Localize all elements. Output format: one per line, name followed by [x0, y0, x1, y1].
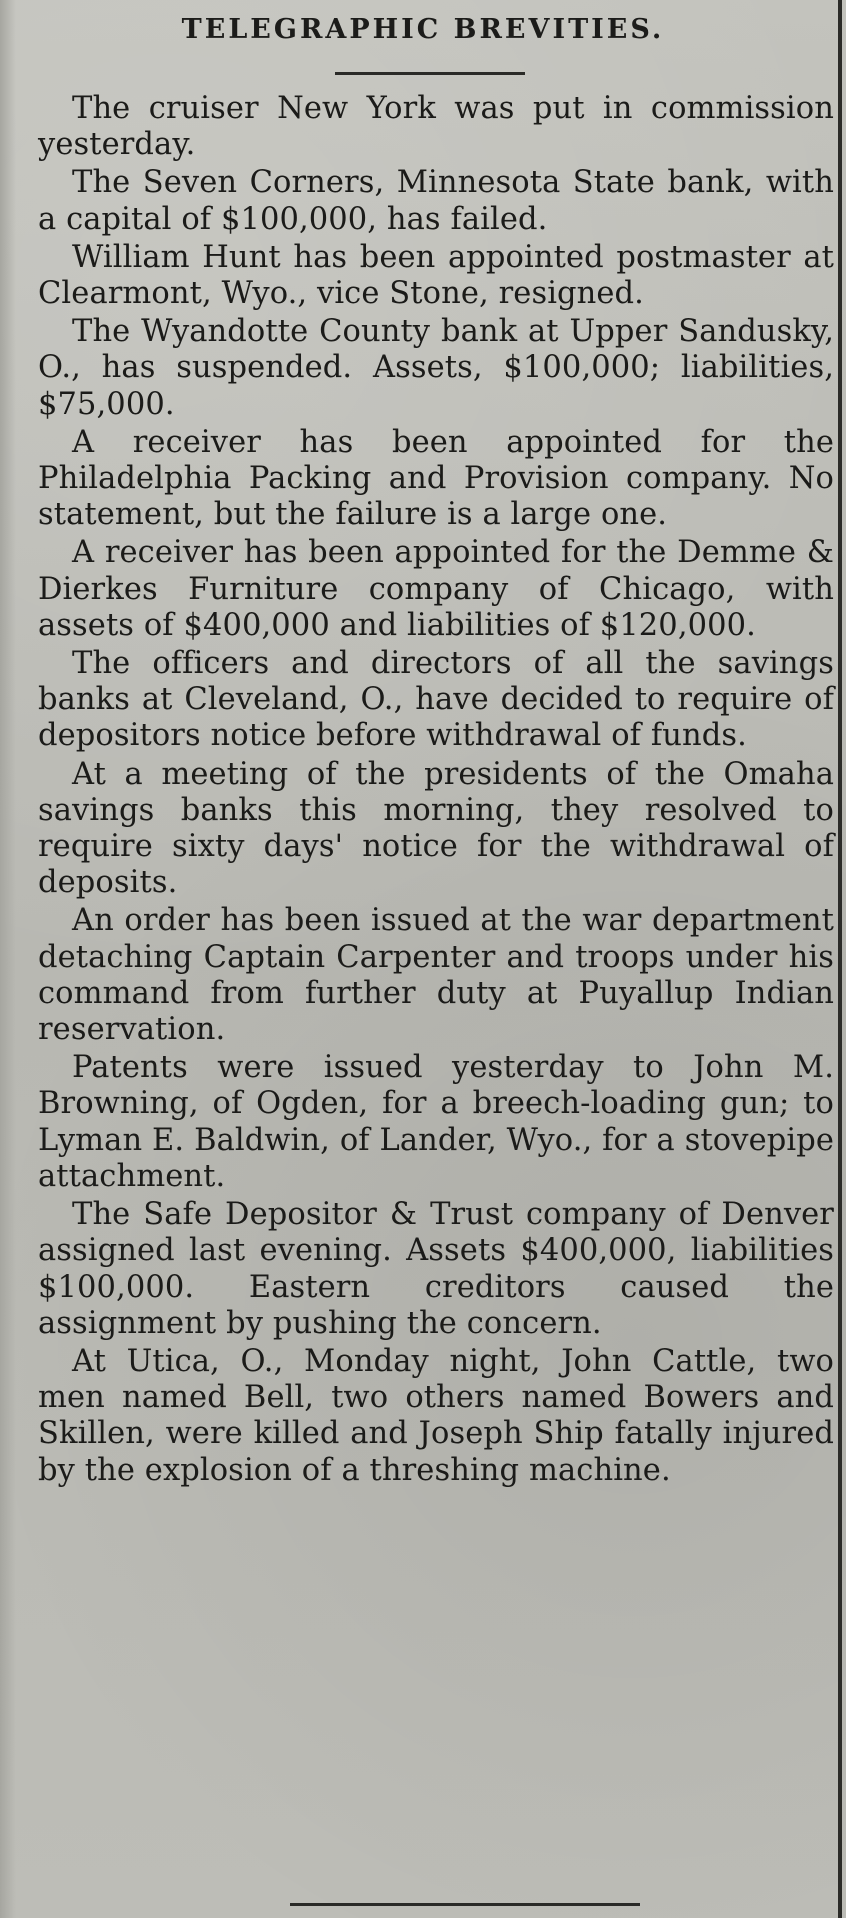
news-item: The officers and directors of all the savings banks at Cleveland, O., have decided to require of depositors notice before withdrawal of funds. — [38, 646, 834, 754]
news-item: At Utica, O., Monday night, John Cattle, two men named Bell, two others named Bowers and Skillen, were killed and Joseph Ship fatally injured by the explosion of a threshing machine. — [38, 1343, 834, 1488]
headline: TELEGRAPHIC BREVITIES. — [181, 14, 665, 45]
news-item: At a meeting of the presidents of the Omaha savings banks this morning, they resolved to require sixty days' notice for the withdrawal of deposits. — [38, 756, 834, 901]
news-item: Patents were issued yesterday to John M. Browning, of Ogden, for a breech-loading gun; to Lyman E. Baldwin, of Lander, Wyo., for a stovepipe attachment. — [38, 1050, 834, 1194]
news-item: An order has been issued at the war department detaching Captain Carpenter and troops under his command from further duty at Puyallup Indian reservation. — [38, 903, 834, 1048]
news-item: William Hunt has been appointed postmaster at Clearmont, Wyo., vice Stone, resigned. — [38, 239, 834, 312]
news-item: The Wyandotte County bank at Upper Sandusky, O., has suspended. Assets, $100,000; liabilities, $75,000. — [38, 314, 834, 422]
paper-edge-shadow — [0, 0, 16, 1918]
headline-divider — [335, 72, 525, 75]
bottom-divider — [290, 1903, 640, 1906]
news-item: The cruiser New York was put in commission yesterday. — [38, 91, 834, 163]
article-column — [38, 91, 834, 1491]
news-item: The Safe Depositor & Trust company of Denver assigned last evening. Assets $400,000, liabilities $100,000. Eastern creditors caused the assignment by pushing the concern. — [38, 1197, 834, 1341]
column-rule-right — [838, 0, 842, 1918]
news-item: The Seven Corners, Minnesota State bank, with a capital of $100,000, has failed. — [38, 165, 834, 237]
news-item: A receiver has been appointed for the Demme & Dierkes Furniture company of Chicago, with assets of $400,000 and liabilities of $120,000. — [38, 535, 834, 643]
news-item: A receiver has been appointed for the Philadelphia Packing and Provision company. No statement, but the failure is a large one. — [38, 424, 834, 533]
